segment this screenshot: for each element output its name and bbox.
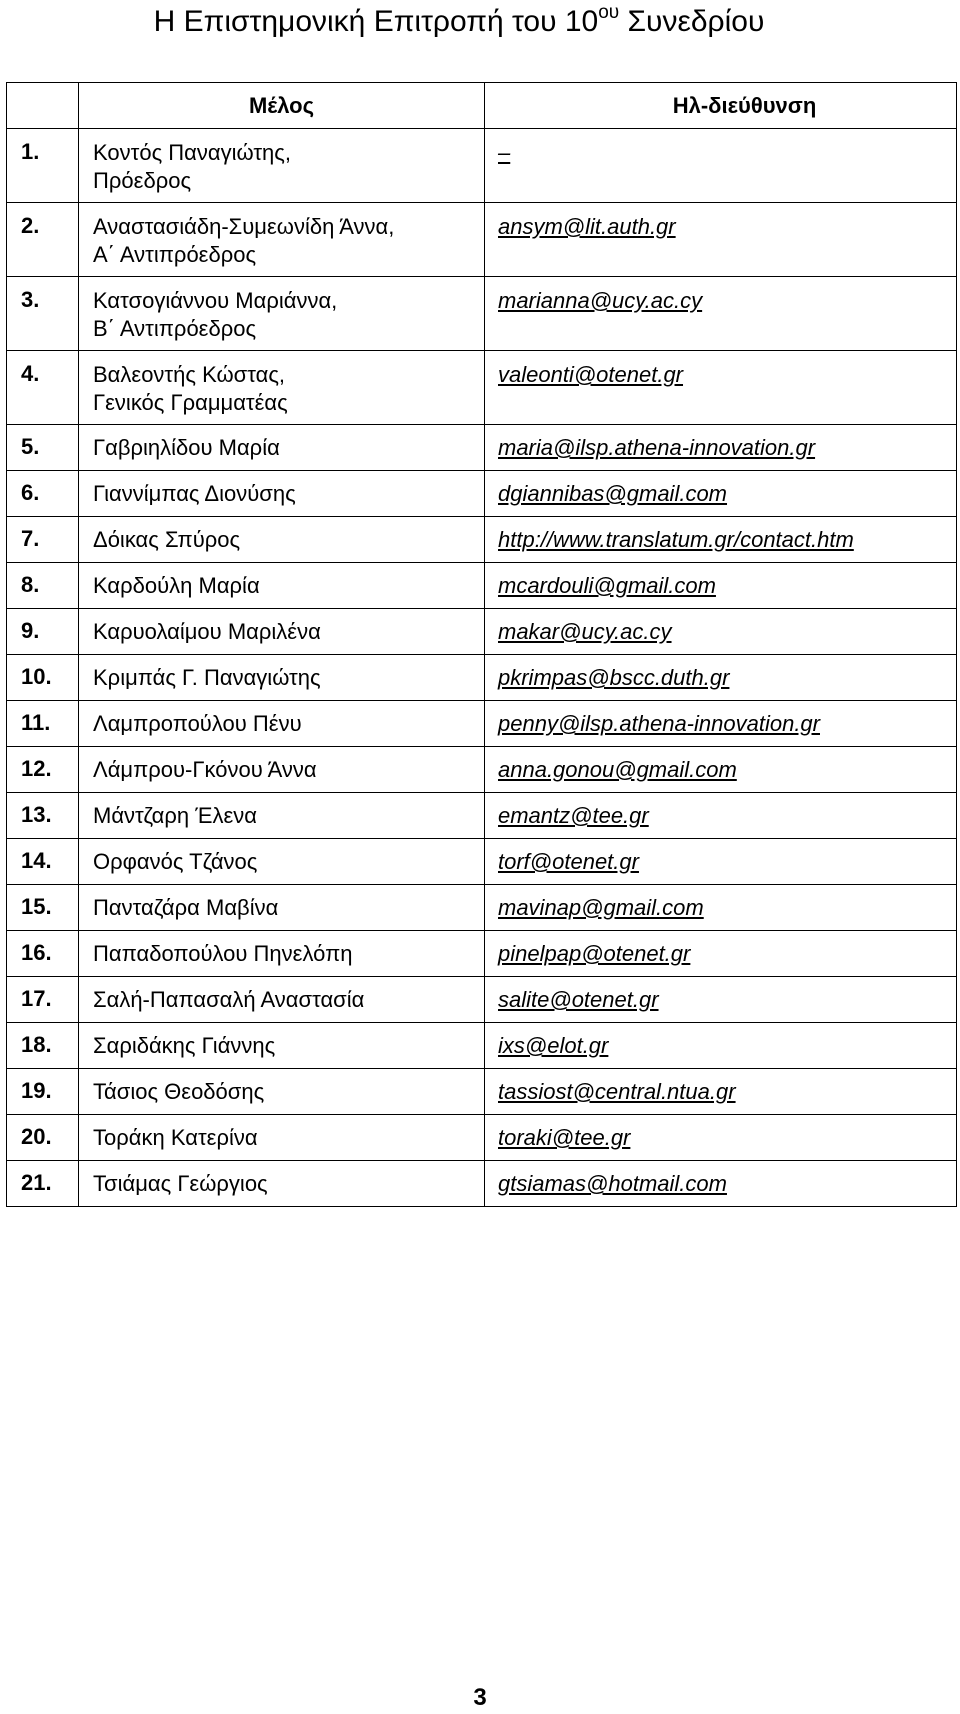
row-number: 13. <box>7 793 79 839</box>
member-name-cell <box>79 129 485 203</box>
row-number: 2. <box>7 203 79 277</box>
table-row <box>7 793 957 839</box>
member-name-cell <box>79 747 485 793</box>
member-name: Λάμπρου-Γκόνου Άννα <box>93 757 317 782</box>
member-name-cell <box>79 655 485 701</box>
table-row <box>7 129 957 203</box>
member-name-cell <box>79 1023 485 1069</box>
member-email-link[interactable]: mcardouli@gmail.com <box>485 563 957 609</box>
table-row <box>7 747 957 793</box>
member-email-link[interactable]: anna.gonou@gmail.com <box>485 747 957 793</box>
row-number: 1. <box>7 129 79 203</box>
member-email-link[interactable]: salite@otenet.gr <box>485 977 957 1023</box>
row-number: 12. <box>7 747 79 793</box>
row-number: 10. <box>7 655 79 701</box>
header-member: Μέλος <box>79 83 485 129</box>
title-superscript: ου <box>598 2 620 23</box>
member-name: Καρυολαίμου Μαριλένα <box>93 619 321 644</box>
member-name: Δόικας Σπύρος <box>93 527 241 552</box>
table-row <box>7 563 957 609</box>
table-row <box>7 277 957 351</box>
member-email-link[interactable]: emantz@tee.gr <box>485 793 957 839</box>
table-row <box>7 701 957 747</box>
member-role: Α΄ Αντιπρόεδρος <box>93 242 257 267</box>
member-email-link[interactable]: pinelpap@otenet.gr <box>485 931 957 977</box>
member-name: Μάντζαρη Έλενα <box>93 803 258 828</box>
row-number: 18. <box>7 1023 79 1069</box>
title-suffix: Συνεδρίου <box>619 5 765 38</box>
member-name: Λαμπροπούλου Πένυ <box>93 711 302 736</box>
page-title <box>0 0 960 44</box>
member-name-cell <box>79 517 485 563</box>
member-name-cell <box>79 839 485 885</box>
row-number: 16. <box>7 931 79 977</box>
member-name-cell <box>79 977 485 1023</box>
row-number: 20. <box>7 1115 79 1161</box>
member-name-cell <box>79 885 485 931</box>
member-name-cell <box>79 203 485 277</box>
member-name-cell <box>79 563 485 609</box>
row-number: 17. <box>7 977 79 1023</box>
member-email-link[interactable]: http://www.translatum.gr/contact.htm <box>485 517 957 563</box>
row-number: 19. <box>7 1069 79 1115</box>
row-number: 21. <box>7 1161 79 1207</box>
title-text: Η Επιστημονική Επιτροπή του 10 <box>153 5 599 38</box>
member-email-link[interactable]: torf@otenet.gr <box>485 839 957 885</box>
row-number: 11. <box>7 701 79 747</box>
member-email-link[interactable]: dgiannibas@gmail.com <box>485 471 957 517</box>
member-name: Παπαδοπούλου Πηνελόπη <box>93 941 353 966</box>
member-name-cell <box>79 425 485 471</box>
member-email-link[interactable]: ansym@lit.auth.gr <box>485 203 957 277</box>
row-number: 9. <box>7 609 79 655</box>
member-name: Τάσιος Θεοδόσης <box>93 1079 265 1104</box>
member-email-link[interactable]: penny@ilsp.athena-innovation.gr <box>485 701 957 747</box>
member-name-cell <box>79 351 485 425</box>
row-number: 7. <box>7 517 79 563</box>
member-email-link[interactable]: maria@ilsp.athena-innovation.gr <box>485 425 957 471</box>
member-email-link[interactable]: pkrimpas@bscc.duth.gr <box>485 655 957 701</box>
table-row <box>7 1161 957 1207</box>
member-email-link[interactable]: toraki@tee.gr <box>485 1115 957 1161</box>
member-email-link[interactable]: makar@ucy.ac.cy <box>485 609 957 655</box>
table-row <box>7 1115 957 1161</box>
member-role: Β΄ Αντιπρόεδρος <box>93 316 257 341</box>
member-email-link[interactable]: tassiost@central.ntua.gr <box>485 1069 957 1115</box>
member-name: Πανταζάρα Μαβίνα <box>93 895 279 920</box>
table-row <box>7 203 957 277</box>
table-row <box>7 517 957 563</box>
member-name: Καρδούλη Μαρία <box>93 573 260 598</box>
member-email-link[interactable]: ixs@elot.gr <box>485 1023 957 1069</box>
member-name: Κριμπάς Γ. Παναγιώτης <box>93 665 321 690</box>
row-number: 14. <box>7 839 79 885</box>
member-name-cell <box>79 931 485 977</box>
member-name-cell <box>79 277 485 351</box>
member-name: Αναστασιάδη-Συμεωνίδη Άννα, <box>93 214 395 239</box>
member-email-link[interactable]: marianna@ucy.ac.cy <box>485 277 957 351</box>
row-number: 8. <box>7 563 79 609</box>
member-name-cell <box>79 1161 485 1207</box>
table-row <box>7 655 957 701</box>
member-email-link[interactable]: mavinap@gmail.com <box>485 885 957 931</box>
member-name-cell <box>79 1115 485 1161</box>
member-name: Τσιάμας Γεώργιος <box>93 1171 268 1196</box>
member-name: Κοντός Παναγιώτης, <box>93 140 291 165</box>
table-row <box>7 839 957 885</box>
member-name-cell <box>79 609 485 655</box>
header-number <box>7 83 79 129</box>
table-row <box>7 471 957 517</box>
member-name: Ορφανός Τζάνος <box>93 849 258 874</box>
table-row <box>7 1069 957 1115</box>
member-email-link[interactable]: valeonti@otenet.gr <box>485 351 957 425</box>
table-row <box>7 425 957 471</box>
row-number: 15. <box>7 885 79 931</box>
row-number: 3. <box>7 277 79 351</box>
member-name: Κατσογιάννου Μαριάννα, <box>93 288 338 313</box>
header-email: Ηλ-διεύθυνση <box>485 83 957 129</box>
committee-table <box>6 82 957 1207</box>
page-number: 3 <box>473 1684 487 1711</box>
member-role: Πρόεδρος <box>93 168 192 193</box>
row-number: 4. <box>7 351 79 425</box>
table-row <box>7 1023 957 1069</box>
table-row <box>7 931 957 977</box>
member-name-cell <box>79 793 485 839</box>
member-name: Γαβριηλίδου Μαρία <box>93 435 280 460</box>
table-body <box>7 129 957 1207</box>
table-row <box>7 885 957 931</box>
member-name: Τοράκη Κατερίνα <box>93 1125 258 1150</box>
table-header-row <box>7 83 957 129</box>
table-row <box>7 351 957 425</box>
member-name-cell <box>79 471 485 517</box>
member-name: Γιαννίμπας Διονύσης <box>93 481 296 506</box>
member-name: Βαλεοντής Κώστας, <box>93 362 286 387</box>
member-email-link[interactable]: – <box>485 129 957 203</box>
member-email-link[interactable]: gtsiamas@hotmail.com <box>485 1161 957 1207</box>
member-name-cell <box>79 1069 485 1115</box>
row-number: 6. <box>7 471 79 517</box>
table-row <box>7 609 957 655</box>
table-row <box>7 977 957 1023</box>
member-name-cell <box>79 701 485 747</box>
row-number: 5. <box>7 425 79 471</box>
member-role: Γενικός Γραμματέας <box>93 390 288 415</box>
member-name: Σαλή-Παπασαλή Αναστασία <box>93 987 365 1012</box>
member-name: Σαριδάκης Γιάννης <box>93 1033 276 1058</box>
